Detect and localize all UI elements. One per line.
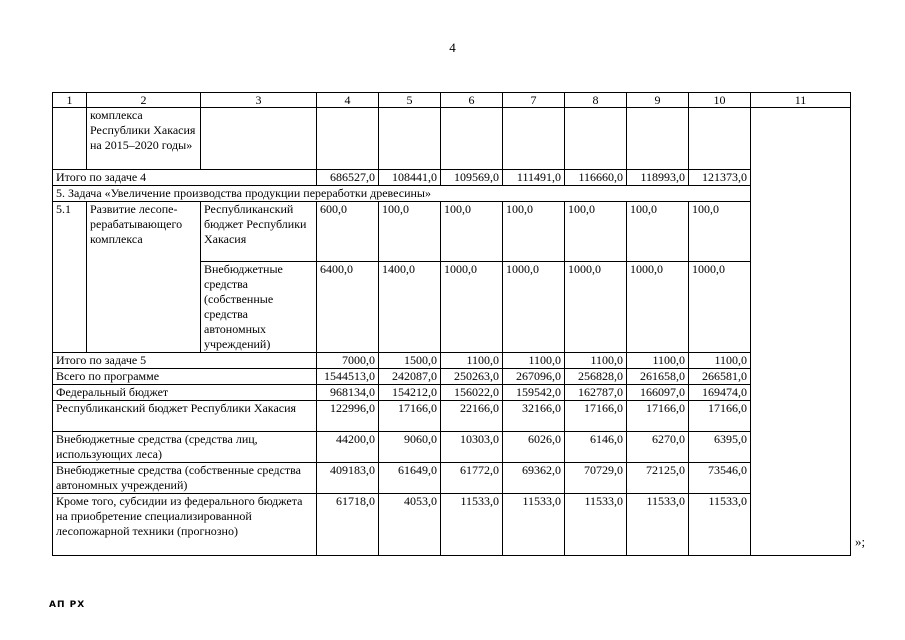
value-cell: 156022,0 — [441, 385, 503, 401]
value-cell: 154212,0 — [379, 385, 441, 401]
value-cell: 968134,0 — [317, 385, 379, 401]
value-cell: 100,0 — [503, 202, 565, 262]
value-cell: 73546,0 — [689, 463, 751, 494]
value-cell: 1100,0 — [441, 353, 503, 369]
value-cell: 11533,0 — [689, 494, 751, 556]
value-cell: 256828,0 — [565, 369, 627, 385]
value-cell: 1000,0 — [503, 262, 565, 353]
row-5-1-republic — [53, 202, 851, 262]
column-11-cell — [751, 108, 851, 556]
row-label: Федеральный бюджет — [53, 385, 317, 401]
value-cell: 69362,0 — [503, 463, 565, 494]
value-cell: 70729,0 — [565, 463, 627, 494]
header-cell: 6 — [441, 93, 503, 108]
value-cell: 11533,0 — [565, 494, 627, 556]
value-cell: 162787,0 — [565, 385, 627, 401]
value-cell: 267096,0 — [503, 369, 565, 385]
value-cell: 109569,0 — [441, 170, 503, 186]
value-cell: 118993,0 — [627, 170, 689, 186]
value-cell: 1000,0 — [627, 262, 689, 353]
total-task5-row — [53, 353, 851, 369]
continuation-text: комплекса Республики Хакасия на 2015–2020 годы» — [87, 108, 201, 170]
value-cell: 108441,0 — [379, 170, 441, 186]
continuation-row — [53, 108, 851, 170]
row-label: Внебюджетные средства (средства лиц, использующих леса) — [53, 432, 317, 463]
header-cell: 1 — [53, 93, 87, 108]
row-label: Итого по задаче 5 — [53, 353, 317, 369]
republic-budget-row — [53, 401, 851, 432]
value-cell: 242087,0 — [379, 369, 441, 385]
value-cell: 11533,0 — [441, 494, 503, 556]
header-row — [53, 93, 851, 108]
value-cell: 1100,0 — [627, 353, 689, 369]
row-label: Всего по программе — [53, 369, 317, 385]
row-label: Республиканский бюджет Республики Хакасия — [53, 401, 317, 432]
value-cell: 6270,0 — [627, 432, 689, 463]
value-cell: 1100,0 — [503, 353, 565, 369]
header-cell: 10 — [689, 93, 751, 108]
value-cell: 100,0 — [565, 202, 627, 262]
value-cell: 121373,0 — [689, 170, 751, 186]
value-cell: 11533,0 — [503, 494, 565, 556]
value-cell: 1000,0 — [689, 262, 751, 353]
section-title: 5. Задача «Увеличение производства продукции переработки древесины» — [53, 186, 751, 202]
value-cell: 1100,0 — [565, 353, 627, 369]
value-cell: 166097,0 — [627, 385, 689, 401]
value-cell: 61718,0 — [317, 494, 379, 556]
value-cell: 17166,0 — [627, 401, 689, 432]
value-cell: 22166,0 — [441, 401, 503, 432]
value-cell: 61649,0 — [379, 463, 441, 494]
value-cell: 100,0 — [689, 202, 751, 262]
funding-source: Внебюджетные средства (собственные средства автономных учреждений) — [201, 262, 317, 353]
value-cell: 261658,0 — [627, 369, 689, 385]
value-cell: 111491,0 — [503, 170, 565, 186]
value-cell: 11533,0 — [627, 494, 689, 556]
value-cell: 100,0 — [441, 202, 503, 262]
header-cell: 3 — [201, 93, 317, 108]
total-task4-row — [53, 170, 851, 186]
row-label: Внебюджетные средства (собственные средства автономных учреждений) — [53, 463, 317, 494]
value-cell: 7000,0 — [317, 353, 379, 369]
value-cell: 169474,0 — [689, 385, 751, 401]
value-cell: 10303,0 — [441, 432, 503, 463]
value-cell: 6395,0 — [689, 432, 751, 463]
header-cell: 5 — [379, 93, 441, 108]
value-cell: 159542,0 — [503, 385, 565, 401]
value-cell: 17166,0 — [689, 401, 751, 432]
value-cell: 1100,0 — [689, 353, 751, 369]
value-cell: 6146,0 — [565, 432, 627, 463]
value-cell: 9060,0 — [379, 432, 441, 463]
value-cell: 122996,0 — [317, 401, 379, 432]
header-cell: 2 — [87, 93, 201, 108]
value-cell: 6026,0 — [503, 432, 565, 463]
value-cell: 1000,0 — [565, 262, 627, 353]
closing-quote: »; — [855, 534, 866, 549]
value-cell: 6400,0 — [317, 262, 379, 353]
value-cell: 409183,0 — [317, 463, 379, 494]
item-name: Развитие лесопе-рерабатывающего комплекса — [87, 202, 201, 353]
item-number: 5.1 — [53, 202, 87, 353]
footer-stamp: АП РХ — [49, 600, 86, 610]
value-cell: 116660,0 — [565, 170, 627, 186]
row-label: Кроме того, субсидии из федерального бюджета на приобретение специализированной лесопожарной техники (прогнозно) — [53, 494, 317, 556]
header-cell: 9 — [627, 93, 689, 108]
forest-users-row — [53, 432, 851, 463]
header-cell: 7 — [503, 93, 565, 108]
header-cell: 8 — [565, 93, 627, 108]
value-cell: 1400,0 — [379, 262, 441, 353]
federal-budget-row — [53, 385, 851, 401]
value-cell: 4053,0 — [379, 494, 441, 556]
page-number: 4 — [449, 40, 456, 55]
value-cell: 1500,0 — [379, 353, 441, 369]
subsidies-row — [53, 494, 851, 556]
value-cell: 600,0 — [317, 202, 379, 262]
value-cell: 44200,0 — [317, 432, 379, 463]
value-cell: 266581,0 — [689, 369, 751, 385]
program-total-row — [53, 369, 851, 385]
value-cell: 32166,0 — [503, 401, 565, 432]
value-cell: 72125,0 — [627, 463, 689, 494]
section-5-row — [53, 186, 851, 202]
funding-source: Республиканский бюджет Республики Хакасия — [201, 202, 317, 262]
value-cell: 17166,0 — [379, 401, 441, 432]
header-cell: 4 — [317, 93, 379, 108]
header-cell: 11 — [751, 93, 851, 108]
value-cell: 100,0 — [379, 202, 441, 262]
row-label: Итого по задаче 4 — [53, 170, 317, 186]
budget-table — [52, 92, 851, 556]
value-cell: 61772,0 — [441, 463, 503, 494]
value-cell: 686527,0 — [317, 170, 379, 186]
value-cell: 100,0 — [627, 202, 689, 262]
value-cell: 1000,0 — [441, 262, 503, 353]
value-cell: 250263,0 — [441, 369, 503, 385]
autonomous-row — [53, 463, 851, 494]
value-cell: 1544513,0 — [317, 369, 379, 385]
value-cell: 17166,0 — [565, 401, 627, 432]
